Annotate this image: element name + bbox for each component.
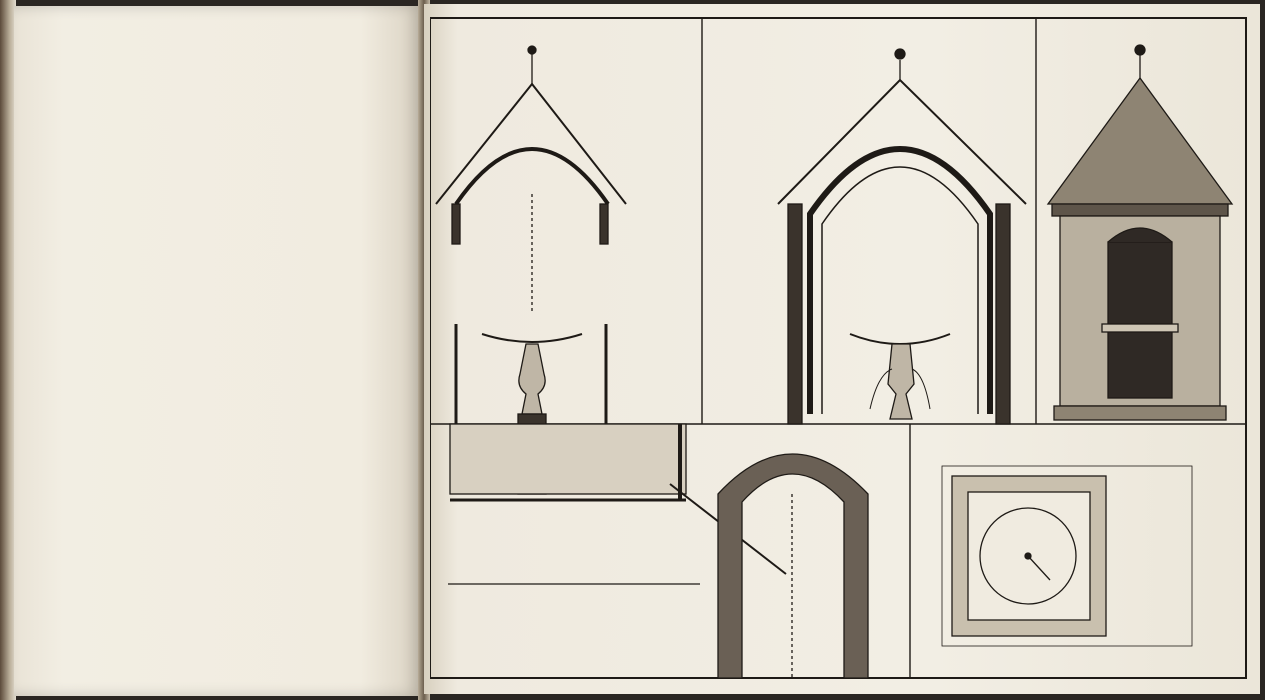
engraved-plate xyxy=(430,14,1252,686)
drop-cap xyxy=(86,428,116,464)
section-2-drawing xyxy=(778,49,1026,424)
left-page xyxy=(14,6,422,696)
elevation-drawing xyxy=(1048,45,1232,420)
plan-drawing xyxy=(942,466,1192,646)
